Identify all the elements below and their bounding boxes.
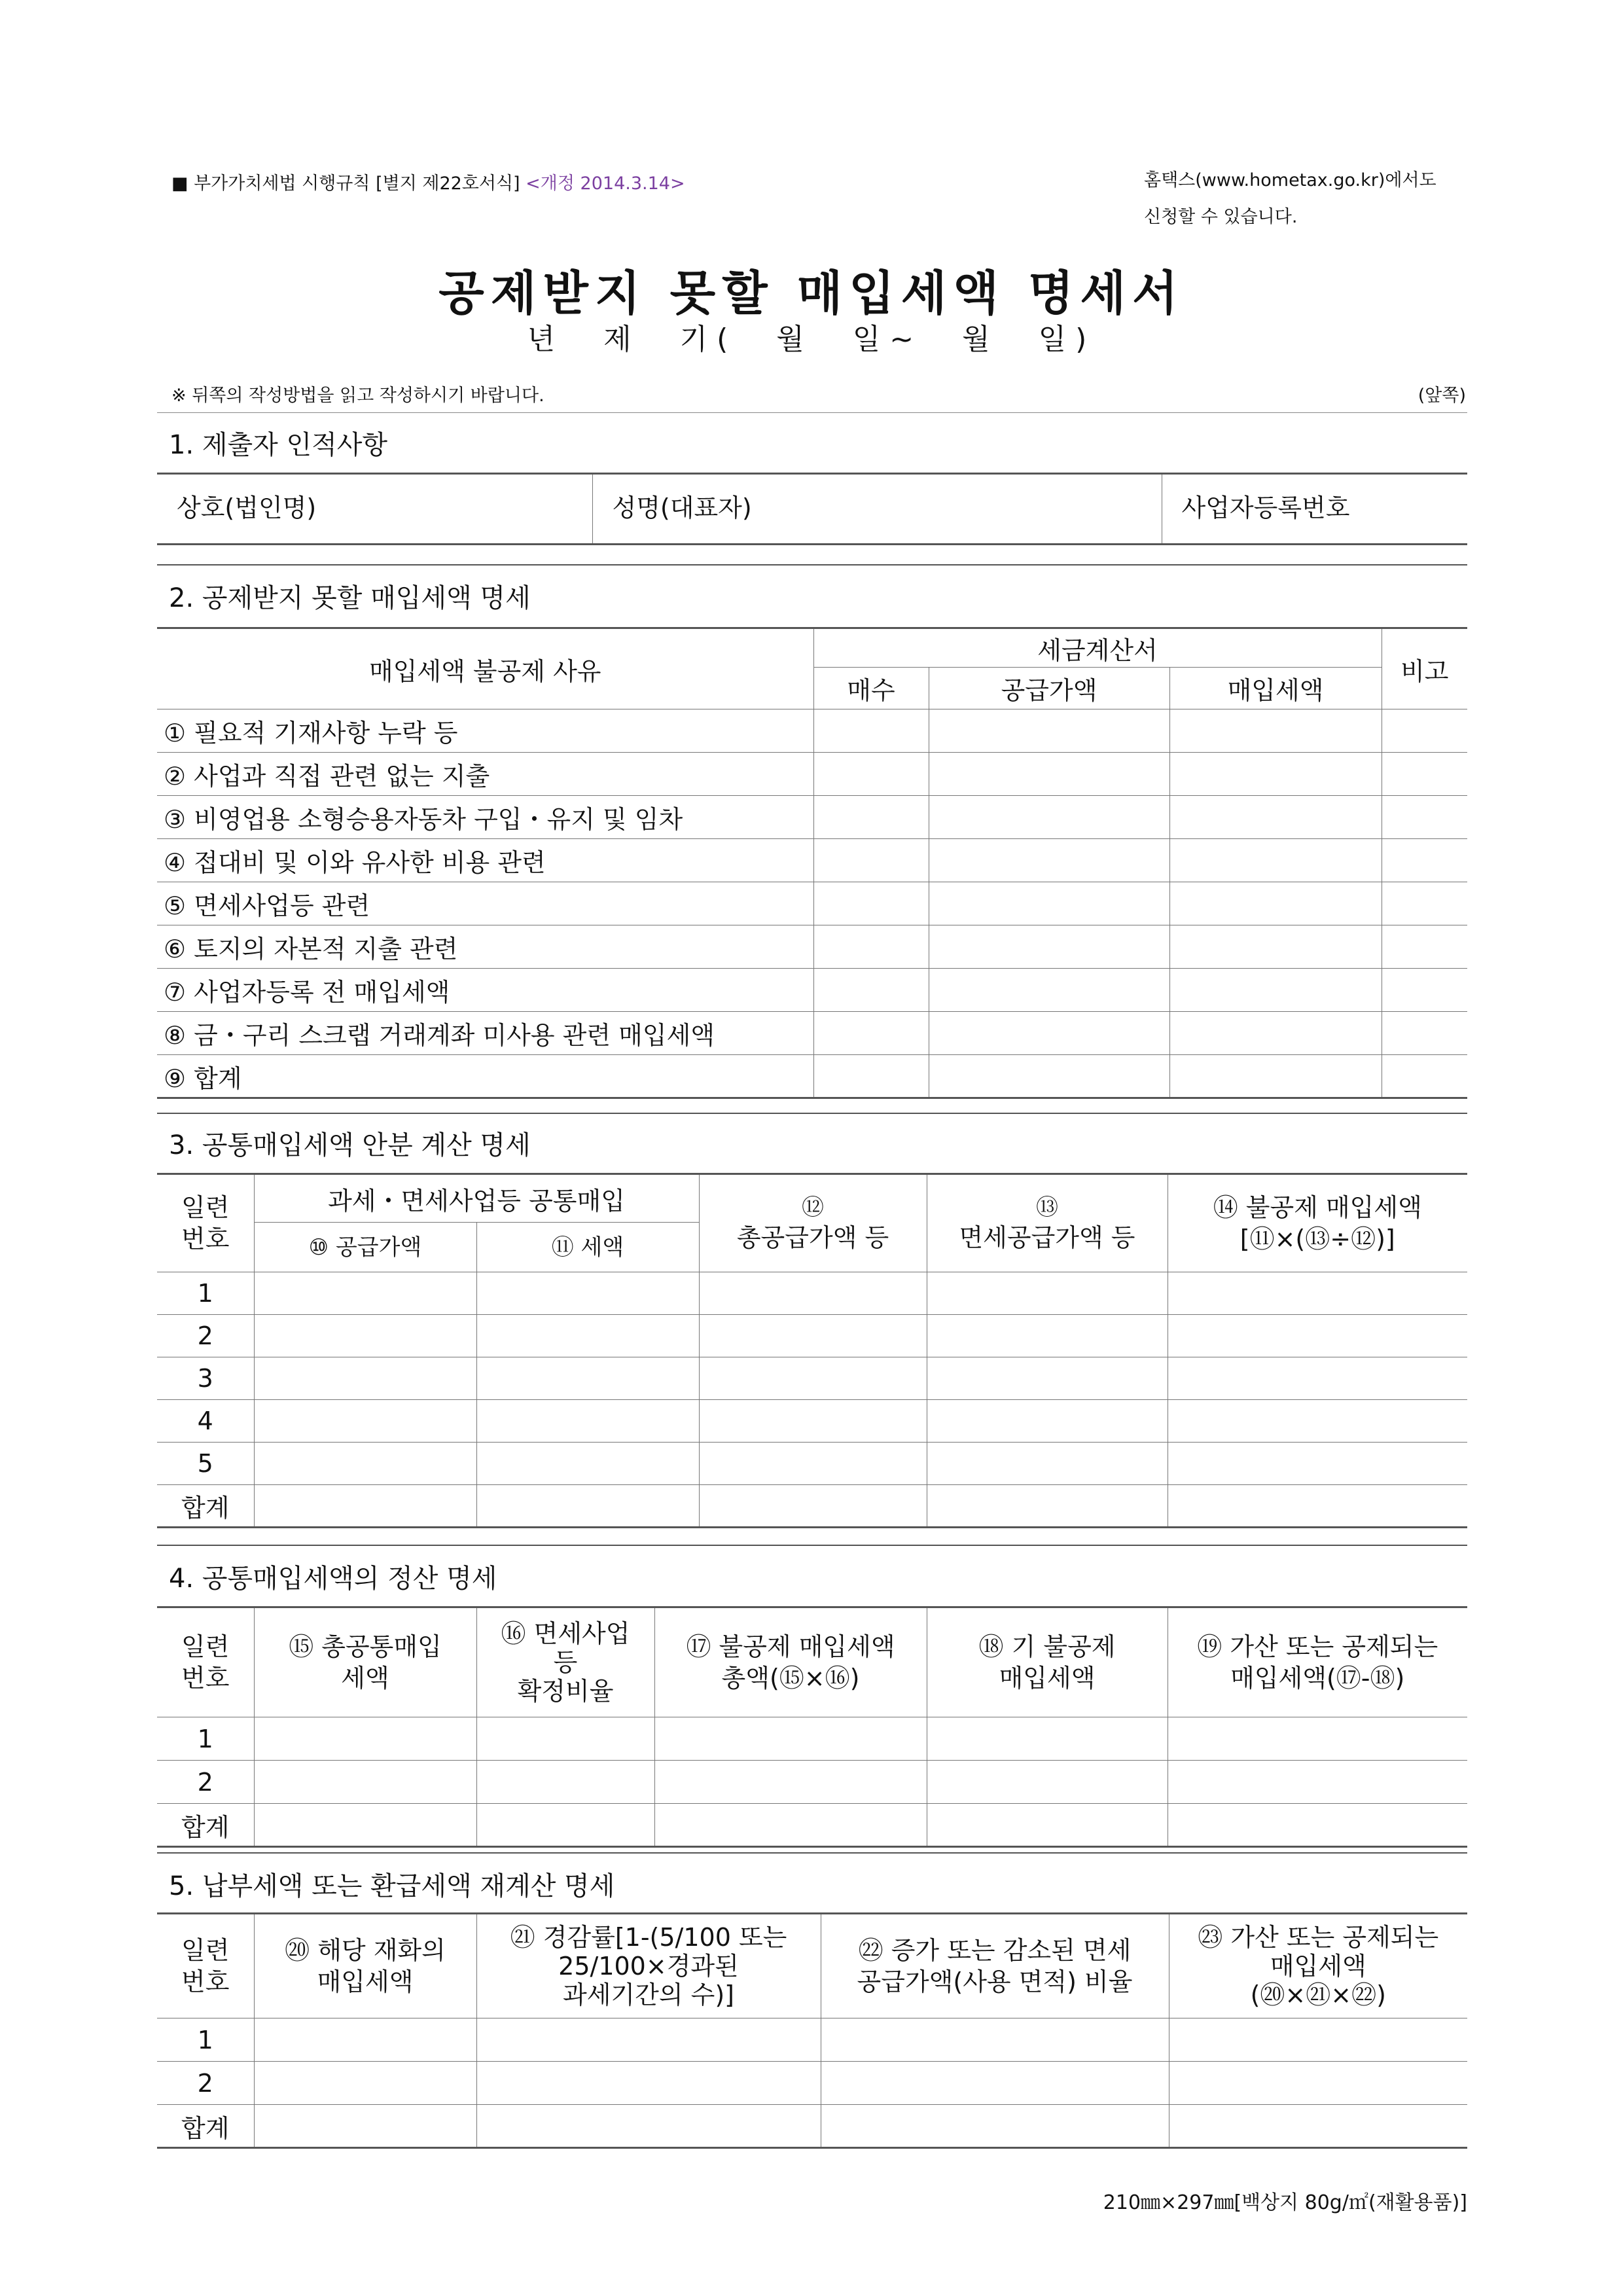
input-cell[interactable] bbox=[476, 1272, 699, 1315]
tax-recalculation-table bbox=[157, 1912, 1467, 2149]
serial-header bbox=[157, 1914, 254, 2018]
divider bbox=[157, 412, 1467, 413]
input-cell[interactable] bbox=[1169, 2062, 1467, 2105]
input-cell[interactable] bbox=[1168, 1272, 1467, 1315]
h14-formula: [⑪×(⑬÷⑫)] bbox=[1240, 1225, 1395, 1253]
row-number: 1 bbox=[157, 2018, 254, 2062]
input-cell[interactable] bbox=[813, 753, 929, 796]
reason-header: 매입세액 불공제 사유 bbox=[157, 628, 813, 709]
reason-cell: ② 사업과 직접 관련 없는 지출 bbox=[157, 753, 813, 796]
input-cell[interactable] bbox=[1169, 709, 1382, 753]
table-row bbox=[157, 2105, 1467, 2148]
h22-line2: 공급가액(사용 면적) 비율 bbox=[857, 1967, 1133, 1996]
input-cell[interactable] bbox=[813, 839, 929, 882]
input-cell[interactable] bbox=[1168, 1443, 1467, 1485]
reason-cell: ⑤ 면세사업등 관련 bbox=[157, 882, 813, 925]
input-cell[interactable] bbox=[821, 2105, 1169, 2148]
submitter-info-table bbox=[157, 473, 1467, 545]
input-cell[interactable] bbox=[927, 1315, 1168, 1357]
input-cell[interactable] bbox=[699, 1443, 927, 1485]
input-cell[interactable] bbox=[927, 1717, 1168, 1761]
input-cell[interactable] bbox=[929, 753, 1169, 796]
serial-header-line1: 일련 bbox=[181, 1632, 230, 1661]
divider bbox=[157, 1852, 1467, 1854]
h18-line2: 매입세액 bbox=[999, 1664, 1096, 1693]
serial-header-line1: 일련 bbox=[181, 1936, 230, 1965]
input-cell[interactable] bbox=[1382, 882, 1467, 925]
input-cell[interactable] bbox=[254, 1804, 476, 1847]
input-cell[interactable] bbox=[476, 1804, 654, 1847]
table-row bbox=[157, 925, 1467, 969]
input-cell[interactable] bbox=[699, 1400, 927, 1443]
input-cell[interactable] bbox=[654, 1717, 927, 1761]
input-cell[interactable] bbox=[813, 1012, 929, 1055]
input-cell[interactable] bbox=[476, 1315, 699, 1357]
input-cell[interactable] bbox=[813, 925, 929, 969]
invoice-header: 세금계산서 bbox=[813, 628, 1382, 668]
h22-line1: ㉒ 증가 또는 감소된 면세 bbox=[858, 1936, 1132, 1965]
input-cell[interactable] bbox=[699, 1357, 927, 1400]
input-cell[interactable] bbox=[927, 1357, 1168, 1400]
count-header: 매수 bbox=[813, 668, 929, 709]
input-cell[interactable] bbox=[821, 2018, 1169, 2062]
input-cell[interactable] bbox=[476, 1400, 699, 1443]
input-cell[interactable] bbox=[929, 1055, 1169, 1098]
h20-line2: 매입세액 bbox=[317, 1967, 414, 1996]
h14-label: ⑭ 불공제 매입세액 bbox=[1213, 1193, 1422, 1222]
row-number: 2 bbox=[157, 1761, 254, 1804]
form-title: 공제받지 못할 매입세액 명세서 bbox=[438, 266, 1185, 321]
serial-header bbox=[157, 1607, 254, 1717]
tax-header: 매입세액 bbox=[1169, 668, 1382, 709]
input-cell[interactable] bbox=[1168, 1357, 1467, 1400]
adjusted-tax-header bbox=[1168, 1607, 1467, 1717]
input-cell[interactable] bbox=[254, 1717, 476, 1761]
common-input-settlement-table bbox=[157, 1606, 1467, 1848]
input-cell[interactable] bbox=[254, 1315, 476, 1357]
reason-cell: ③ 비영업용 소형승용자동차 구입・유지 및 임차 bbox=[157, 796, 813, 839]
row-number: 2 bbox=[157, 1315, 254, 1357]
h23-line3: (⑳×㉑×㉒) bbox=[1250, 1981, 1386, 2009]
period-line: 년 제 기( 월 일~ 월 일) bbox=[527, 323, 1096, 356]
input-cell[interactable] bbox=[813, 969, 929, 1012]
serial-header bbox=[157, 1174, 254, 1272]
reason-cell: ① 필요적 기재사항 누락 등 bbox=[157, 709, 813, 753]
non-deductible-tax-header bbox=[1168, 1174, 1467, 1272]
row-number: 합계 bbox=[157, 1804, 254, 1847]
company-name-label: 상호(법인명) bbox=[177, 493, 317, 522]
input-cell[interactable] bbox=[929, 882, 1169, 925]
table-row bbox=[157, 839, 1467, 882]
table-row bbox=[157, 1055, 1467, 1098]
input-cell[interactable] bbox=[1169, 2018, 1467, 2062]
section1-title: 1. 제출자 인적사항 bbox=[169, 430, 388, 460]
reduction-rate-header bbox=[476, 1914, 821, 2018]
business-number-label: 사업자등록번호 bbox=[1181, 493, 1350, 522]
input-cell[interactable] bbox=[929, 709, 1169, 753]
h21-line2: 25/100×경과된 bbox=[558, 1952, 739, 1981]
input-cell[interactable] bbox=[476, 2105, 821, 2148]
divider bbox=[157, 564, 1467, 565]
reason-cell: ④ 접대비 및 이와 유사한 비용 관련 bbox=[157, 839, 813, 882]
h23-line2: 매입세액 bbox=[1270, 1952, 1366, 1981]
table-row bbox=[157, 969, 1467, 1012]
row-number: 합계 bbox=[157, 2105, 254, 2148]
section2-title: 2. 공제받지 못할 매입세액 명세 bbox=[169, 583, 531, 613]
input-cell[interactable] bbox=[1168, 1804, 1467, 1847]
input-cell[interactable] bbox=[813, 709, 929, 753]
input-cell[interactable] bbox=[476, 1443, 699, 1485]
h21-line1: ㉑ 경감률[1-(5/100 또는 bbox=[510, 1923, 787, 1952]
table-row bbox=[157, 1485, 1467, 1528]
input-cell[interactable] bbox=[254, 2018, 476, 2062]
divider bbox=[157, 1545, 1467, 1546]
input-cell[interactable] bbox=[1169, 796, 1382, 839]
table-row bbox=[157, 882, 1467, 925]
input-cell[interactable] bbox=[813, 796, 929, 839]
paper-spec-footer: 210㎜×297㎜[백상지 80g/㎡(재활용품)] bbox=[1103, 2191, 1467, 2214]
input-cell[interactable] bbox=[1168, 1485, 1467, 1528]
input-cell[interactable] bbox=[1382, 709, 1467, 753]
row-number: 2 bbox=[157, 2062, 254, 2105]
input-cell[interactable] bbox=[929, 969, 1169, 1012]
business-number-field[interactable] bbox=[1162, 474, 1467, 545]
input-cell[interactable] bbox=[927, 1485, 1168, 1528]
input-cell[interactable] bbox=[1168, 1400, 1467, 1443]
adjusted-tax-header bbox=[1169, 1914, 1467, 2018]
prior-non-deductible-header bbox=[927, 1607, 1168, 1717]
input-cell[interactable] bbox=[1169, 882, 1382, 925]
input-cell[interactable] bbox=[654, 1804, 927, 1847]
row-number: 합계 bbox=[157, 1485, 254, 1528]
input-cell[interactable] bbox=[699, 1485, 927, 1528]
input-cell[interactable] bbox=[927, 1804, 1168, 1847]
input-cell[interactable] bbox=[1169, 753, 1382, 796]
input-cell[interactable] bbox=[476, 1761, 654, 1804]
h21-line3: 과세기간의 수)] bbox=[563, 1981, 734, 2009]
input-cell[interactable] bbox=[929, 1012, 1169, 1055]
input-cell[interactable] bbox=[1169, 1012, 1382, 1055]
serial-header-line2: 번호 bbox=[181, 1225, 230, 1253]
input-cell[interactable] bbox=[699, 1272, 927, 1315]
table-row bbox=[157, 2062, 1467, 2105]
h16-line3: 확정비율 bbox=[517, 1677, 614, 1706]
row-number: 1 bbox=[157, 1717, 254, 1761]
section3-title: 3. 공통매입세액 안분 계산 명세 bbox=[169, 1130, 531, 1160]
h12-number: ⑫ bbox=[802, 1194, 824, 1221]
input-cell[interactable] bbox=[476, 1485, 699, 1528]
input-cell[interactable] bbox=[1169, 1055, 1382, 1098]
input-cell[interactable] bbox=[254, 2062, 476, 2105]
hometax-notice bbox=[1144, 162, 1436, 236]
h16-line1: ⑯ 면세사업 bbox=[501, 1619, 630, 1648]
input-cell[interactable] bbox=[1382, 925, 1467, 969]
h13-number: ⑬ bbox=[1036, 1194, 1058, 1221]
input-cell[interactable] bbox=[821, 2062, 1169, 2105]
row-number: 4 bbox=[157, 1400, 254, 1443]
total-common-tax-header bbox=[254, 1607, 476, 1717]
input-cell[interactable] bbox=[1169, 925, 1382, 969]
law-reference bbox=[171, 169, 685, 194]
input-cell[interactable] bbox=[1169, 2105, 1467, 2148]
company-name-field[interactable] bbox=[157, 474, 592, 545]
h19-line1: ⑲ 가산 또는 공제되는 bbox=[1197, 1632, 1438, 1661]
h20-line1: ⑳ 해당 재화의 bbox=[285, 1936, 446, 1965]
input-cell[interactable] bbox=[813, 882, 929, 925]
input-cell[interactable] bbox=[476, 1717, 654, 1761]
law-reference-text: ■ 부가가치세법 시행규칙 [별지 제22호서식] bbox=[171, 173, 520, 194]
table-row bbox=[157, 1315, 1467, 1357]
h15-line1: ⑮ 총공통매입 bbox=[289, 1632, 442, 1661]
input-cell[interactable] bbox=[254, 1761, 476, 1804]
reason-cell: ⑧ 금・구리 스크랩 거래계좌 미사용 관련 매입세액 bbox=[157, 1012, 813, 1055]
input-cell[interactable] bbox=[254, 2105, 476, 2148]
table-row bbox=[157, 1761, 1467, 1804]
exempt-ratio-change-header bbox=[821, 1914, 1169, 2018]
input-cell[interactable] bbox=[1168, 1761, 1467, 1804]
common-purchase-header: 과세・면세사업등 공통매입 bbox=[254, 1174, 699, 1223]
input-cell[interactable] bbox=[927, 1761, 1168, 1804]
input-cell[interactable] bbox=[699, 1315, 927, 1357]
table-row bbox=[157, 753, 1467, 796]
exempt-ratio-header bbox=[476, 1607, 654, 1717]
table-row bbox=[157, 1804, 1467, 1847]
input-cell[interactable] bbox=[1382, 1012, 1467, 1055]
input-cell[interactable] bbox=[254, 1400, 476, 1443]
section4-title: 4. 공통매입세액의 정산 명세 bbox=[169, 1564, 497, 1594]
hometax-notice-line1: 홈택스(www.hometax.go.kr)에서도 bbox=[1144, 170, 1436, 190]
row-number: 5 bbox=[157, 1443, 254, 1485]
table-row bbox=[157, 1717, 1467, 1761]
total-supply-header bbox=[699, 1174, 927, 1272]
h17-line2: 총액(⑮×⑯) bbox=[721, 1664, 860, 1693]
h13-label: 면세공급가액 등 bbox=[959, 1223, 1135, 1252]
input-cell[interactable] bbox=[254, 1485, 476, 1528]
representative-field[interactable] bbox=[592, 474, 1162, 545]
input-cell[interactable] bbox=[476, 2062, 821, 2105]
h18-line1: ⑱ 기 불공제 bbox=[978, 1632, 1116, 1661]
input-cell[interactable] bbox=[476, 2018, 821, 2062]
serial-header-line2: 번호 bbox=[181, 1664, 230, 1693]
serial-header-line2: 번호 bbox=[181, 1967, 230, 1996]
input-cell[interactable] bbox=[927, 1272, 1168, 1315]
row-number: 3 bbox=[157, 1357, 254, 1400]
exempt-supply-header bbox=[927, 1174, 1168, 1272]
input-cell[interactable] bbox=[254, 1357, 476, 1400]
table-row bbox=[157, 2018, 1467, 2062]
divider bbox=[157, 1113, 1467, 1114]
input-cell[interactable] bbox=[929, 796, 1169, 839]
input-cell[interactable] bbox=[1382, 753, 1467, 796]
h19-line2: 매입세액(⑰-⑱) bbox=[1230, 1664, 1405, 1693]
reason-cell: ⑨ 합계 bbox=[157, 1055, 813, 1098]
input-cell[interactable] bbox=[929, 839, 1169, 882]
input-cell[interactable] bbox=[1382, 839, 1467, 882]
row-number: 1 bbox=[157, 1272, 254, 1315]
non-deductible-table bbox=[157, 627, 1467, 1099]
input-cell[interactable] bbox=[1168, 1315, 1467, 1357]
page-side: (앞쪽) bbox=[1418, 386, 1466, 406]
input-cell[interactable] bbox=[654, 1761, 927, 1804]
input-cell[interactable] bbox=[1168, 1717, 1467, 1761]
table-row bbox=[157, 1443, 1467, 1485]
reason-cell: ⑥ 토지의 자본적 지출 관련 bbox=[157, 925, 813, 969]
tax-amount-header: ⑪ 세액 bbox=[476, 1223, 699, 1272]
input-cell[interactable] bbox=[476, 1357, 699, 1400]
input-cell[interactable] bbox=[927, 1400, 1168, 1443]
input-cell[interactable] bbox=[813, 1055, 929, 1098]
section5-title: 5. 납부세액 또는 환급세액 재계산 명세 bbox=[169, 1871, 615, 1901]
input-cell[interactable] bbox=[254, 1443, 476, 1485]
input-cell[interactable] bbox=[1382, 1055, 1467, 1098]
table-row bbox=[157, 1012, 1467, 1055]
h16-line2: 등 bbox=[553, 1648, 578, 1677]
supply-header: 공급가액 bbox=[929, 668, 1169, 709]
table-row bbox=[157, 1400, 1467, 1443]
serial-header-line1: 일련 bbox=[181, 1193, 230, 1222]
revision-date: <개정 2014.3.14> bbox=[526, 173, 685, 194]
table-row bbox=[157, 1357, 1467, 1400]
input-cell[interactable] bbox=[1382, 969, 1467, 1012]
instruction-note: ※ 뒤쪽의 작성방법을 읽고 작성하시기 바랍니다. bbox=[171, 386, 544, 406]
reason-cell: ⑦ 사업자등록 전 매입세액 bbox=[157, 969, 813, 1012]
input-cell[interactable] bbox=[1382, 796, 1467, 839]
table-row bbox=[157, 709, 1467, 753]
input-cell[interactable] bbox=[1169, 969, 1382, 1012]
common-input-apportion-table bbox=[157, 1173, 1467, 1528]
supply-value-header: ⑩ 공급가액 bbox=[254, 1223, 476, 1272]
h15-line2: 세액 bbox=[341, 1664, 389, 1693]
input-cell[interactable] bbox=[927, 1443, 1168, 1485]
h17-line1: ⑰ 불공제 매입세액 bbox=[686, 1632, 895, 1661]
input-cell[interactable] bbox=[1169, 839, 1382, 882]
remark-header: 비고 bbox=[1382, 628, 1467, 709]
total-non-deductible-header bbox=[654, 1607, 927, 1717]
input-cell[interactable] bbox=[254, 1272, 476, 1315]
table-row bbox=[157, 1272, 1467, 1315]
hometax-notice-line2: 신청할 수 있습니다. bbox=[1144, 207, 1298, 227]
table-row bbox=[157, 796, 1467, 839]
h12-label: 총공급가액 등 bbox=[736, 1223, 889, 1252]
h23-line1: ㉓ 가산 또는 공제되는 bbox=[1198, 1923, 1439, 1952]
representative-label: 성명(대표자) bbox=[612, 493, 752, 522]
input-cell[interactable] bbox=[929, 925, 1169, 969]
goods-input-tax-header bbox=[254, 1914, 476, 2018]
